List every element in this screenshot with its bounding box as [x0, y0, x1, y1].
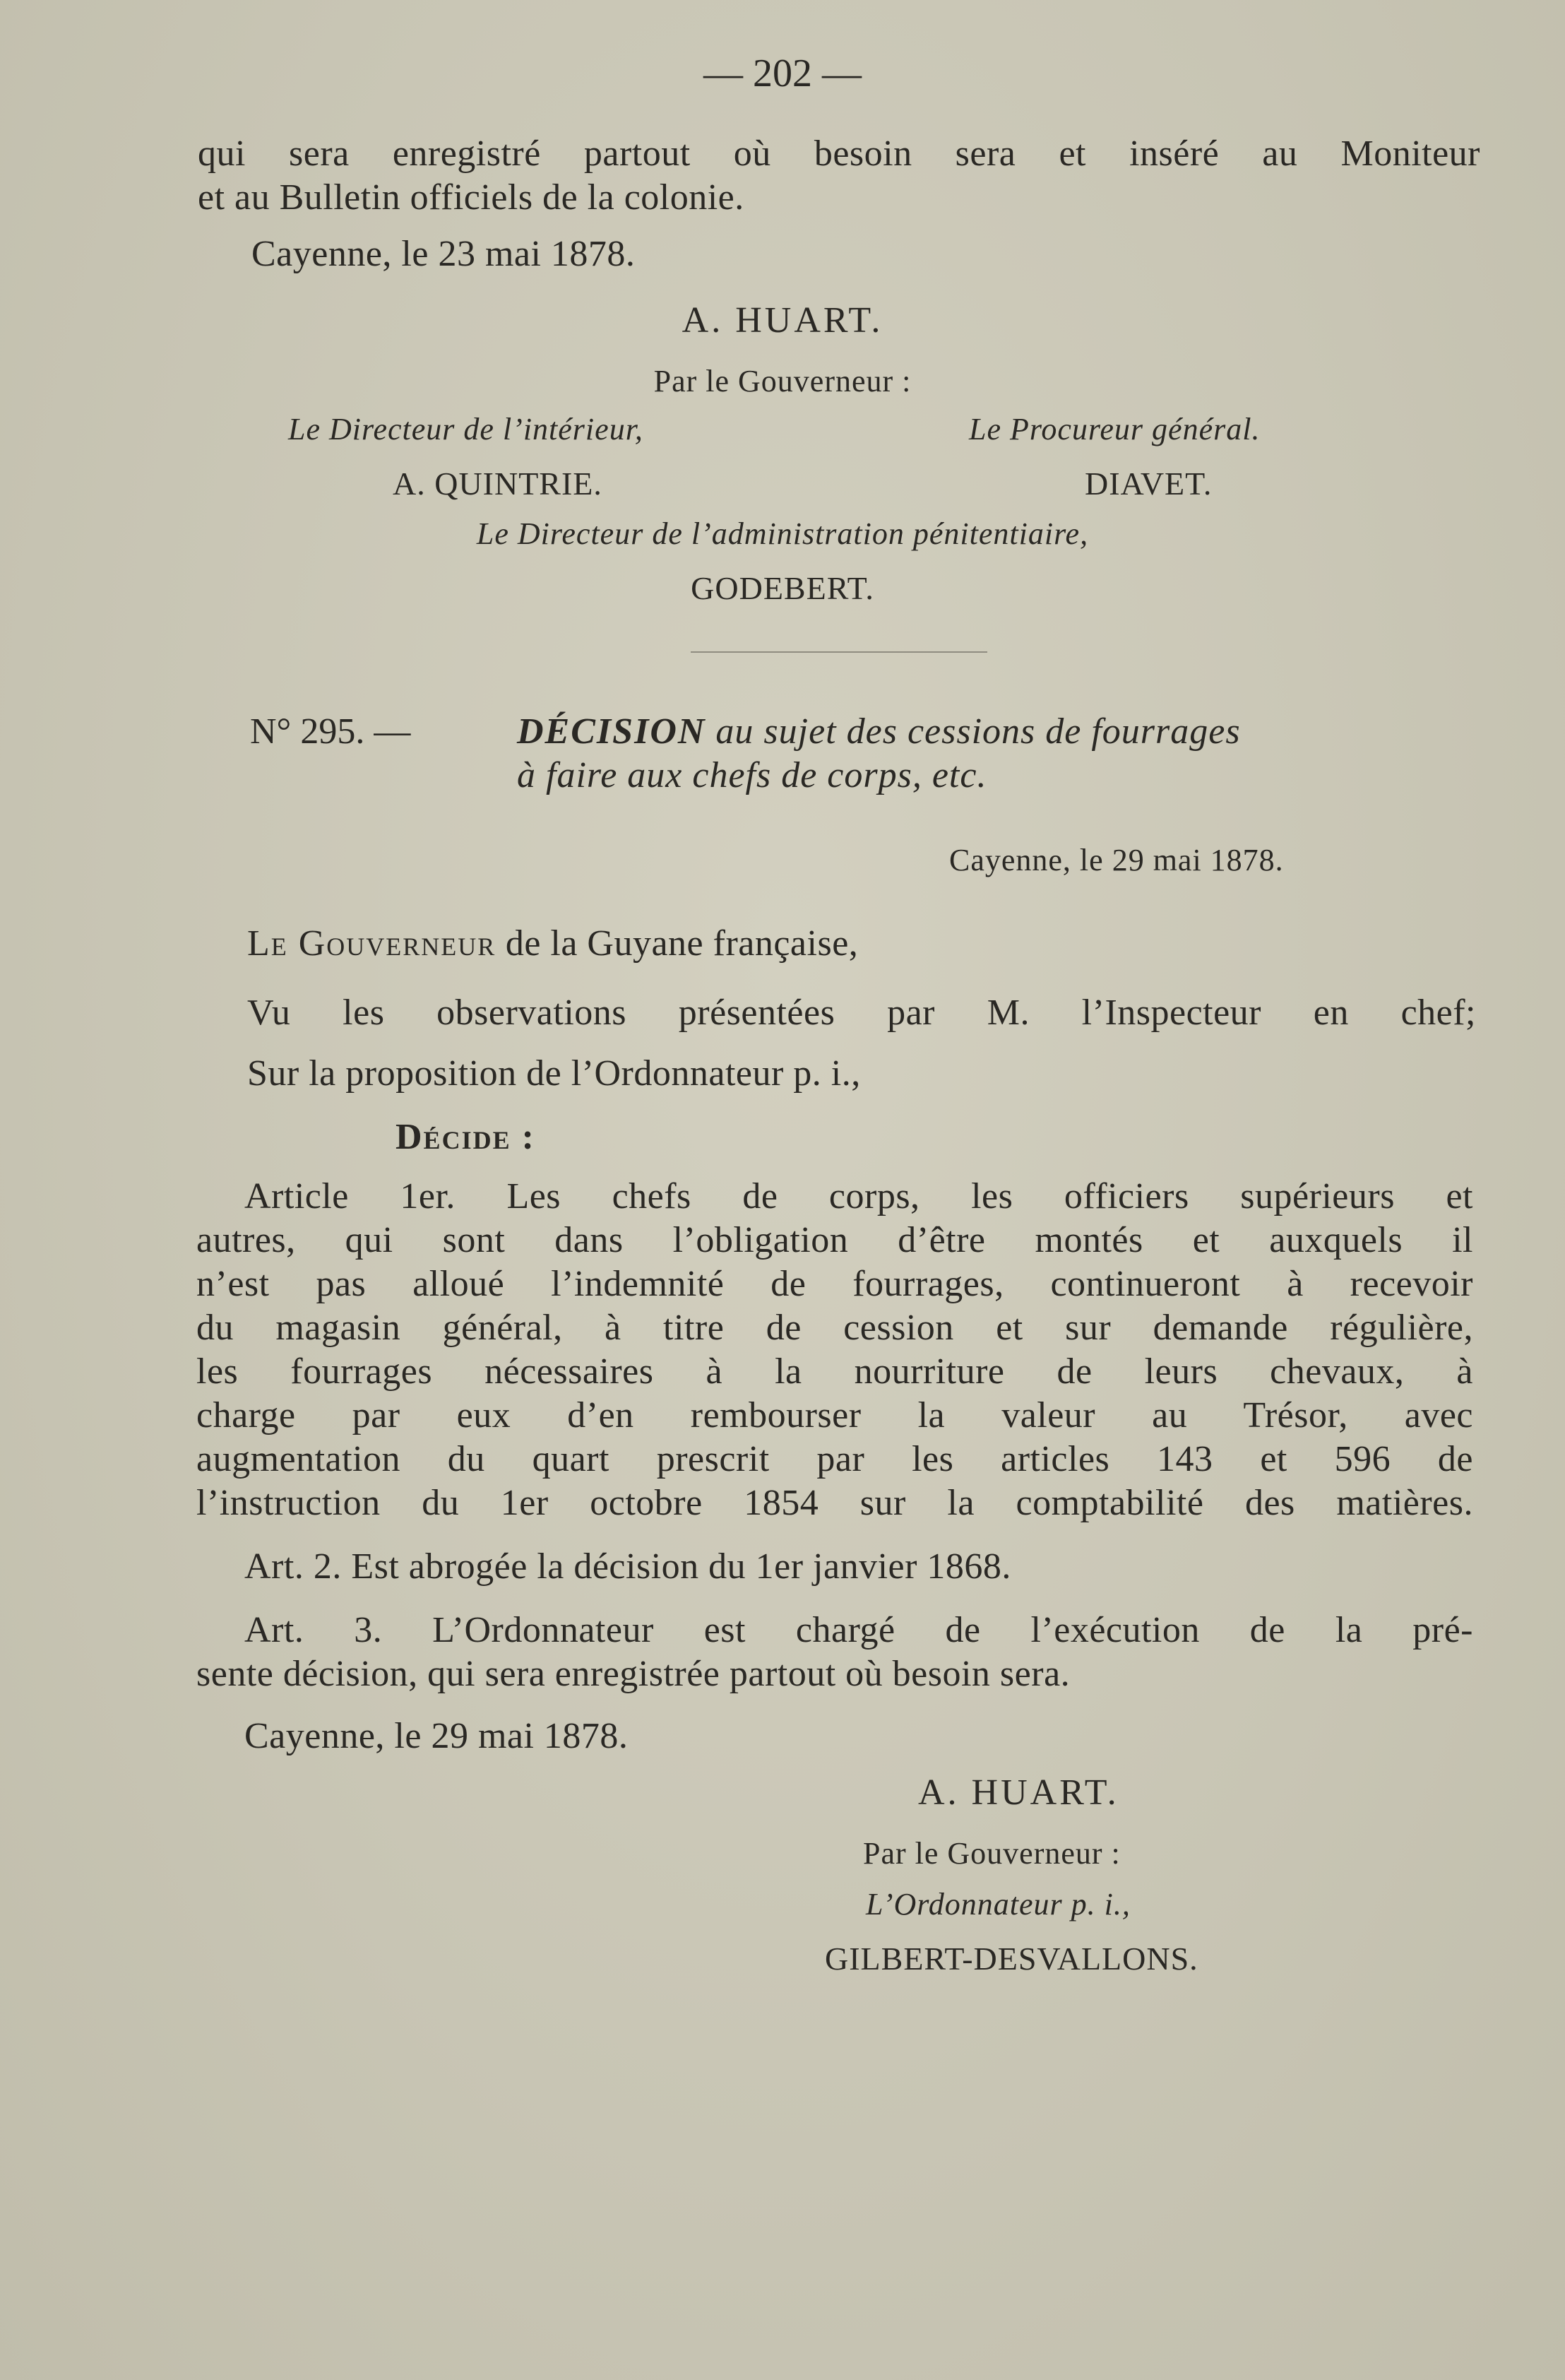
decision-heading-line-2: à faire aux chefs de corps, etc.: [517, 755, 987, 795]
le-gouverneur-line: [247, 923, 858, 964]
ordonnateur-name: GILBERT-DESVALLONS.: [825, 1941, 1198, 1977]
article-2: Art. 2. Est abrogée la décision du 1er janvier 1868.: [244, 1546, 1011, 1587]
continuation-line-2: et au Bulletin officiels de la colonie.: [198, 177, 744, 218]
directeur-interieur-title: Le Directeur de l’intérieur,: [288, 412, 643, 446]
le-gouverneur-caps: Le Gouverneur: [247, 923, 496, 964]
top-signatory: A. HUART.: [682, 300, 883, 341]
page-number: — 202 —: [703, 52, 862, 95]
top-par-le-gouverneur: Par le Gouverneur :: [653, 364, 912, 398]
vu-line: Vu les observations présentées par M. l’Inspecteur en chef;: [247, 993, 1476, 1033]
article-1-line: augmentation du quart prescrit par les articles 143 et 596 de: [196, 1439, 1473, 1479]
closing-date: Cayenne, le 29 mai 1878.: [244, 1716, 629, 1756]
article-1-line: autres, qui sont dans l’obligation d’être montés et auxquels il: [196, 1220, 1473, 1260]
ordonnateur-title: L’Ordonnateur p. i.,: [866, 1887, 1131, 1922]
article-1-line: Article 1er. Les chefs de corps, les officiers supérieurs et: [244, 1176, 1473, 1216]
section-divider: [691, 651, 987, 653]
article-1-line: n’est pas alloué l’indemnité de fourrages, continueront à recevoir: [196, 1264, 1473, 1304]
godebert-name: GODEBERT.: [691, 570, 874, 606]
decide-heading: Décide :: [395, 1117, 535, 1157]
article-3-line-2: sente décision, qui sera enregistrée partout où besoin sera.: [196, 1654, 1071, 1694]
decision-heading-line-1: [517, 711, 1241, 752]
le-gouverneur-rest: de la Guyane française,: [496, 923, 859, 964]
sur-line: Sur la proposition de l’Ordonnateur p. i.,: [247, 1053, 861, 1094]
diavet-name: DIAVET.: [1085, 466, 1213, 502]
article-1-line: les fourrages nécessaires à la nourriture de leurs chevaux, à: [196, 1351, 1473, 1392]
article-3-line-1: Art. 3. L’Ordonnateur est chargé de l’exécution de la pré-: [244, 1610, 1473, 1650]
procureur-general-title: Le Procureur général.: [969, 412, 1261, 446]
article-1-line: charge par eux d’en rembourser la valeur au Trésor, avec: [196, 1395, 1473, 1435]
decision-par-le-gouverneur: Par le Gouverneur :: [863, 1836, 1121, 1871]
admin-penitentiaire-title: Le Directeur de l’administration pénitentiaire,: [476, 516, 1089, 551]
quintrie-name: A. QUINTRIE.: [393, 466, 602, 502]
article-1-line: du magasin général, à titre de cession et sur demande régulière,: [196, 1308, 1473, 1348]
continuation-line-1: qui sera enregistré partout où besoin sera et inséré au Moniteur: [198, 134, 1480, 174]
decision-heading-word: DÉCISION: [517, 711, 706, 752]
decision-signatory: A. HUART.: [918, 1772, 1119, 1813]
top-date: Cayenne, le 23 mai 1878.: [251, 234, 636, 274]
decision-date: Cayenne, le 29 mai 1878.: [949, 843, 1284, 877]
article-1-line: l’instruction du 1er octobre 1854 sur la comptabilité des matières.: [196, 1483, 1473, 1523]
decision-number: N° 295. —: [250, 711, 411, 752]
decision-heading-rest-1: au sujet des cessions de fourrages: [715, 711, 1241, 752]
